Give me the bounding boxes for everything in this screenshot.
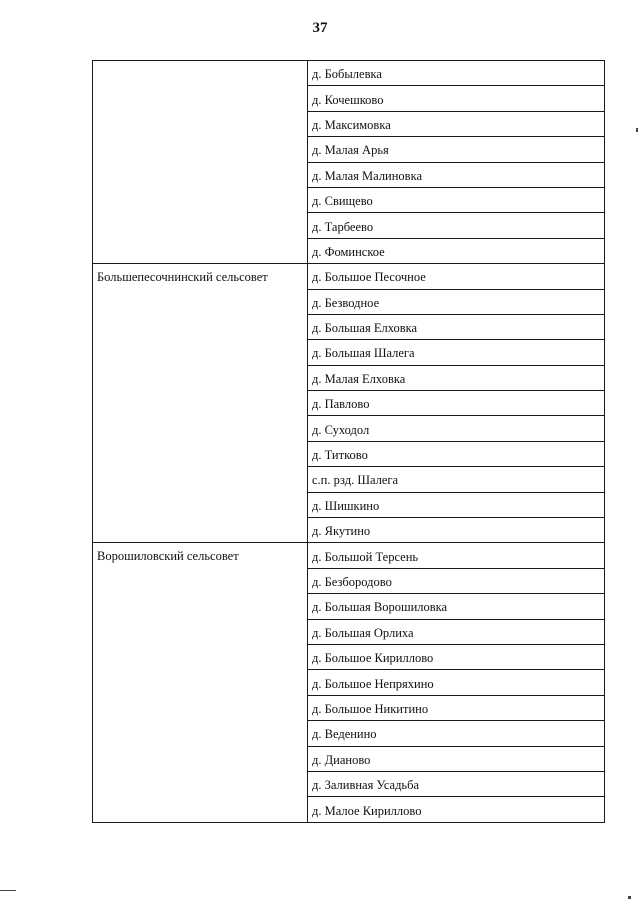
settlement-name-cell: д. Павлово	[308, 391, 605, 416]
settlement-name-cell: д. Большая Шалега	[308, 340, 605, 365]
scan-margin-mark	[0, 890, 16, 891]
settlement-name-cell: д. Свищево	[308, 187, 605, 212]
settlement-name-cell: д. Шишкино	[308, 492, 605, 517]
settlement-name-cell: д. Кочешково	[308, 86, 605, 111]
settlement-name-cell: д. Суходол	[308, 416, 605, 441]
settlement-name-cell: д. Безводное	[308, 289, 605, 314]
table-row	[93, 543, 605, 568]
settlement-name-cell: д. Большое Кириллово	[308, 644, 605, 669]
settlement-name-cell: д. Веденино	[308, 721, 605, 746]
settlement-name-cell: д. Большая Ворошиловка	[308, 594, 605, 619]
settlement-name-cell: д. Большой Терсень	[308, 543, 605, 568]
settlement-name-cell: д. Безбородово	[308, 568, 605, 593]
settlement-name-cell: д. Титково	[308, 441, 605, 466]
page-number: 37	[312, 20, 328, 36]
scan-corner-dot	[628, 896, 631, 899]
settlement-name-cell: д. Большая Орлиха	[308, 619, 605, 644]
settlement-name-cell: д. Большое Непряхино	[308, 670, 605, 695]
settlement-name-cell: д. Большое Песочное	[308, 264, 605, 289]
settlement-name-cell: с.п. рзд. Шалега	[308, 467, 605, 492]
settlement-name-cell: д. Якутино	[308, 518, 605, 543]
settlement-name-cell: д. Большое Никитино	[308, 695, 605, 720]
settlement-name-cell: д. Дианово	[308, 746, 605, 771]
settlement-name-cell: д. Малая Арья	[308, 137, 605, 162]
council-name-cell: Ворошиловский сельсовет	[93, 543, 308, 822]
council-name-cell	[93, 61, 308, 264]
settlement-name-cell: д. Малое Кириллово	[308, 797, 605, 822]
settlements-table	[92, 60, 605, 823]
scan-edge-dot	[636, 128, 638, 132]
council-name-cell: Большепесочнинский сельсовет	[93, 264, 308, 543]
table-row	[93, 264, 605, 289]
settlement-name-cell: д. Максимовка	[308, 111, 605, 136]
settlement-name-cell: д. Малая Малиновка	[308, 162, 605, 187]
settlement-name-cell: д. Большая Елховка	[308, 314, 605, 339]
settlement-name-cell: д. Бобылевка	[308, 61, 605, 86]
settlements-table-body	[93, 61, 605, 823]
table-row	[93, 61, 605, 86]
settlement-name-cell: д. Заливная Усадьба	[308, 771, 605, 796]
settlement-name-cell: д. Фоминское	[308, 238, 605, 263]
settlement-name-cell: д. Малая Елховка	[308, 365, 605, 390]
settlement-name-cell: д. Тарбеево	[308, 213, 605, 238]
